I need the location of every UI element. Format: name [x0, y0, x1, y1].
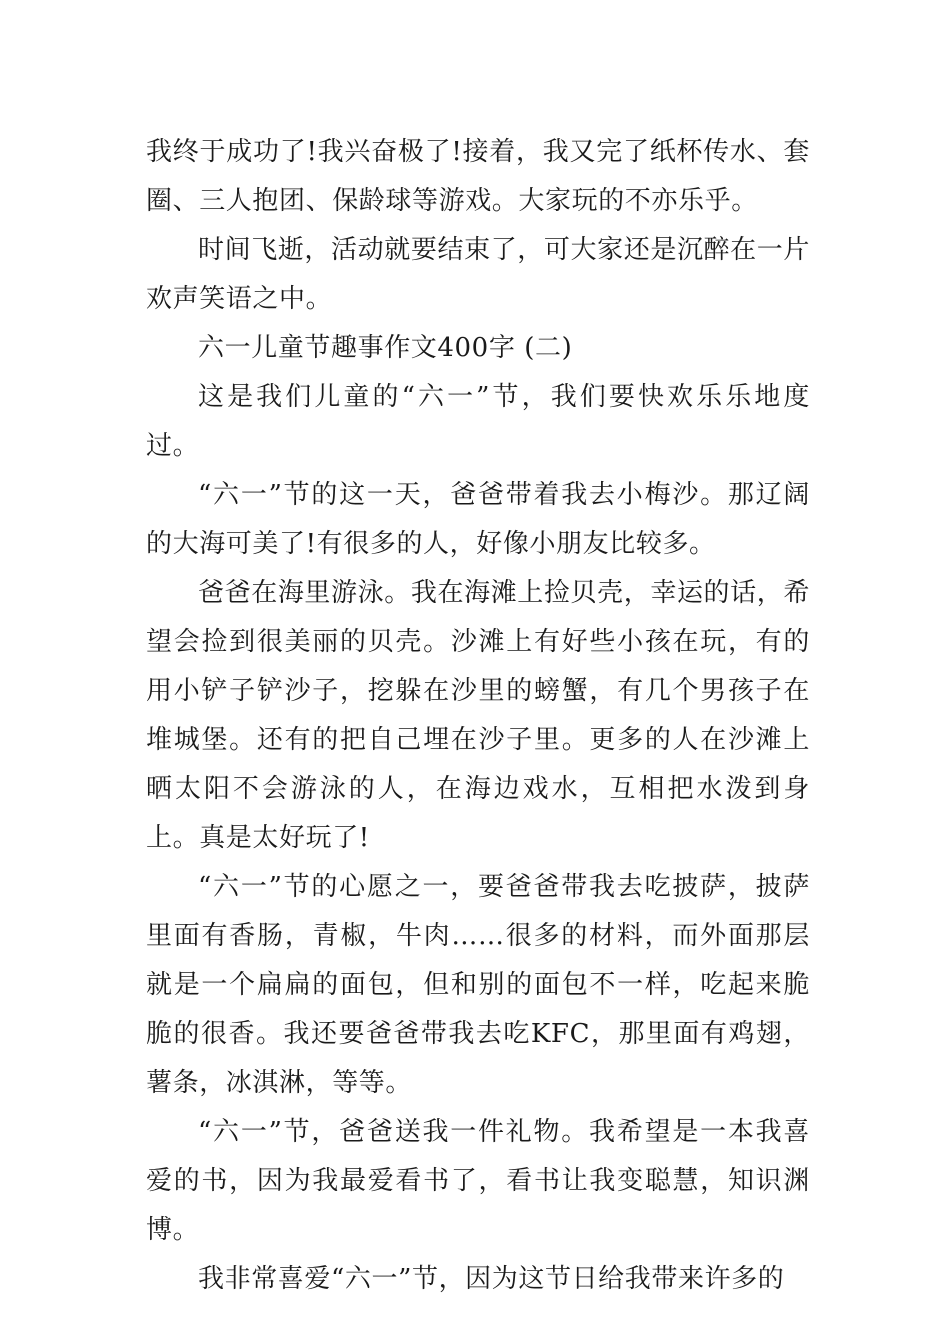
paragraph-5: 爸爸在海里游泳。我在海滩上捡贝壳，幸运的话，希望会捡到很美丽的贝壳。沙滩上有好些小孩在玩，有的用小铲子铲沙子，挖躲在沙里的螃蟹，有几个男孩子在堆城堡。还有的把自己埋在沙子里。更多的人在沙滩上晒太阳不会游泳的人，在海边戏水，互相把水泼到身上。真是太好玩了! — [146, 578, 810, 853]
paragraph-8: 我非常喜爱“六一”节，因为这节日给我带来许多的 — [198, 1264, 785, 1294]
paragraph-1: 我终于成功了!我兴奋极了!接着，我又完了纸杯传水、套圈、三人抱团、保龄球等游戏。大家玩的不亦乐乎。 — [146, 137, 810, 216]
section-heading: 六一儿童节趣事作文400字 (二) — [198, 333, 573, 363]
document-body — [146, 128, 810, 1304]
paragraph-6: “六一”节的心愿之一，要爸爸带我去吃披萨，披萨里面有香肠，青椒，牛肉……很多的材料，而外面那层就是一个扁扁的面包，但和别的面包不一样，吃起来脆脆的很香。我还要爸爸带我去吃KFC，那里面有鸡翅，薯条，冰淇淋，等等。 — [146, 872, 810, 1098]
paragraph-2: 时间飞逝，活动就要结束了，可大家还是沉醉在一片欢声笑语之中。 — [146, 235, 810, 314]
paragraph-7: “六一”节，爸爸送我一件礼物。我希望是一本我喜爱的书，因为我最爱看书了，看书让我变聪慧，知识渊博。 — [146, 1117, 810, 1245]
paragraph-3: 这是我们儿童的“六一”节，我们要快欢乐乐地度过。 — [146, 382, 810, 461]
paragraph-4: “六一”节的这一天，爸爸带着我去小梅沙。那辽阔的大海可美了!有很多的人，好像小朋友比较多。 — [146, 480, 810, 559]
